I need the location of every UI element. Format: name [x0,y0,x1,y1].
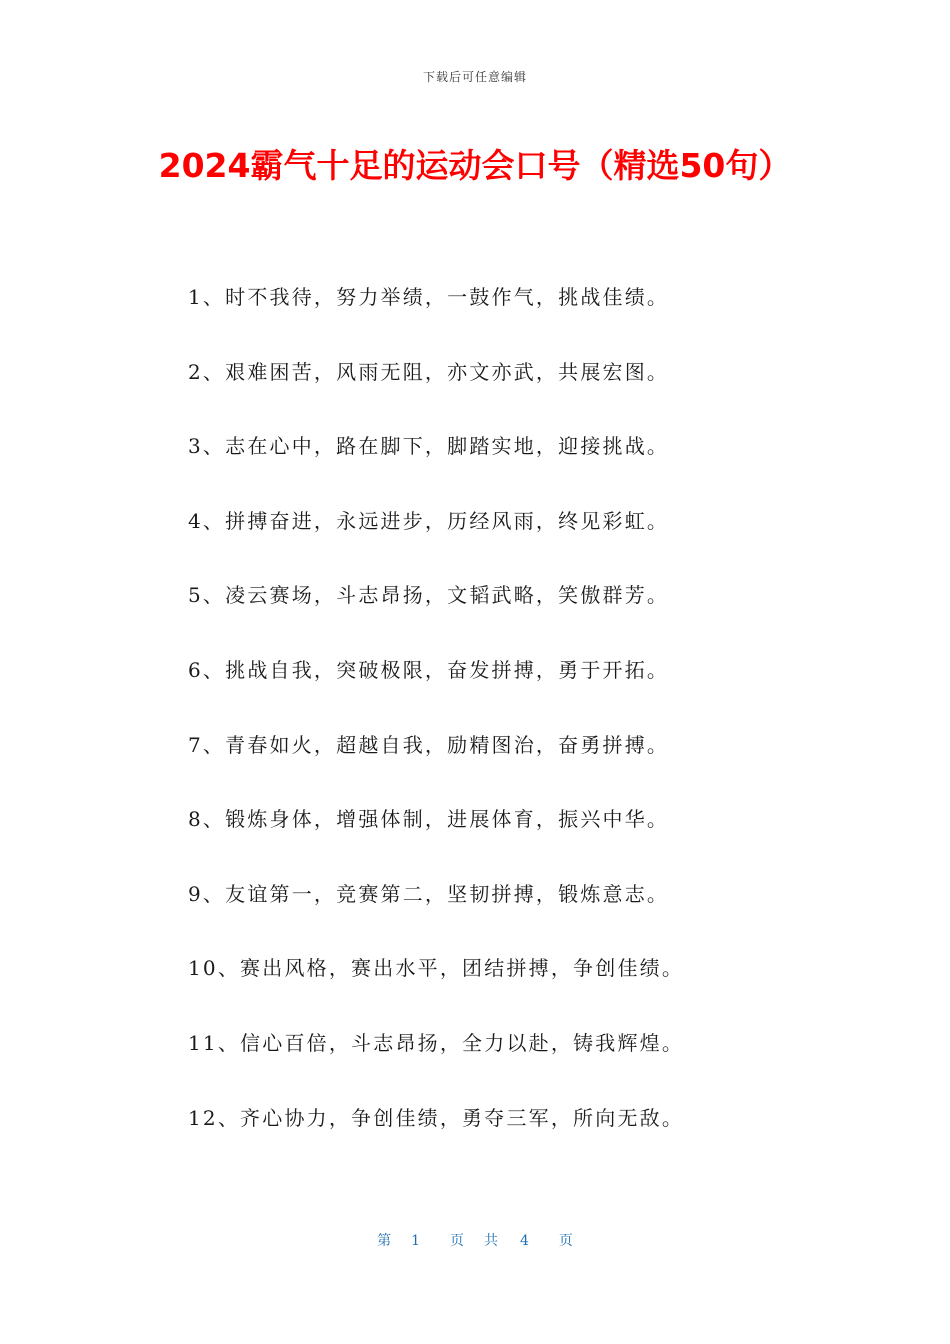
slogan-item: 4、拼搏奋进，永远进步，历经风雨，终见彩虹。 [188,508,670,533]
slogan-item: 9、友谊第一，竞赛第二，坚韧拼搏，锻炼意志。 [188,881,670,906]
footer-page-word: 页 [450,1233,464,1249]
footer-page-prefix: 第 [377,1233,392,1249]
slogan-item: 7、青春如火，超越自我，励精图治，奋勇拼搏。 [188,732,670,757]
slogan-item: 2、艰难困苦，风雨无阻，亦文亦武，共展宏图。 [188,359,670,384]
slogan-item: 10、赛出风格，赛出水平，团结拼搏，争创佳绩。 [188,956,685,981]
footer-total-word: 页 [558,1233,573,1249]
document-title: 2024霸气十足的运动会口号（精选50句） [158,146,792,185]
slogan-item: 1、时不我待，努力举绩，一鼓作气，挑战佳绩。 [188,285,670,309]
slogan-item: 3、志在心中，路在脚下，脚踏实地，迎接挑战。 [188,434,670,459]
page-footer [0,1230,950,1250]
slogan-item: 5、凌云赛场，斗志昂扬，文韬武略，笑傲群芳。 [188,583,670,608]
slogan-item: 11、信心百倍，斗志昂扬，全力以赴，铸我辉煌。 [188,1030,685,1055]
header-note: 下载后可任意编辑 [422,70,527,84]
slogan-item: 6、挑战自我，突破极限，奋发拼搏，勇于开拓。 [188,657,670,682]
slogan-list [188,282,828,1177]
footer-page-number: 1 [411,1233,420,1249]
slogan-item: 12、齐心协力，争创佳绩，勇夺三军，所向无敌。 [188,1105,685,1130]
footer-total-prefix: 共 [484,1233,498,1249]
footer-total-pages: 4 [520,1233,529,1249]
slogan-item: 8、锻炼身体，增强体制，进展体育，振兴中华。 [188,807,670,832]
